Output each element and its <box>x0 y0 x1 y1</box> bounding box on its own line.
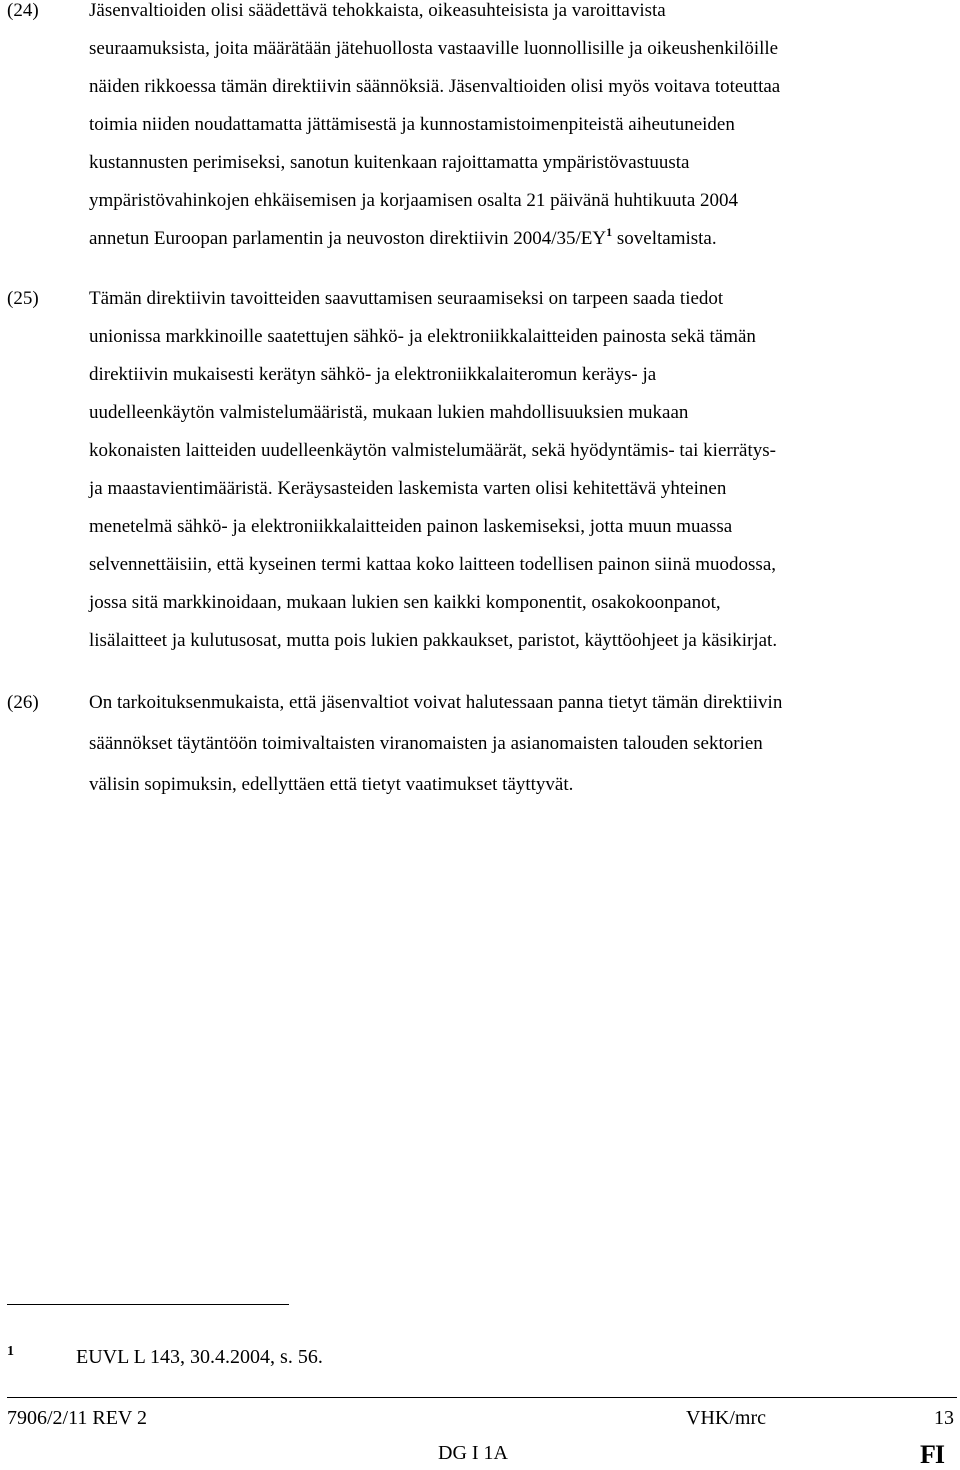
text-line: jossa sitä markkinoidaan, mukaan lukien sen kaikki komponentit, osakokoonpanot, <box>89 592 721 613</box>
paragraph-number: (25) <box>7 288 39 309</box>
text-line: toimia niiden noudattamatta jättämisestä ja kunnostamistoimenpiteistä aiheutuneiden <box>89 114 735 135</box>
footnote <box>7 1344 607 1374</box>
text-line: Tämän direktiivin tavoitteiden saavuttamisen seuraamiseksi on tarpeen saada tiedot <box>89 288 724 309</box>
paragraph-24 <box>0 0 960 258</box>
footer-author: VHK/mrc <box>686 1407 766 1429</box>
text-line: On tarkoituksenmukaista, että jäsenvaltiot voivat halutessaan panna tietyt tämän direktiivin <box>89 692 783 713</box>
footnote-separator <box>7 1304 289 1305</box>
footer-document-reference: 7906/2/11 REV 2 <box>7 1407 148 1429</box>
paragraph-number: (26) <box>7 692 39 713</box>
footer-language-code: FI <box>920 1440 944 1469</box>
text-line: selvennettäisiin, että kyseinen termi kattaa koko laitteen todellisen painon siinä muodossa, <box>89 554 776 575</box>
paragraph-text <box>89 0 949 258</box>
text-segment: soveltamista. <box>612 228 717 249</box>
text-line: ympäristövahinkojen ehkäisemisen ja korjaamisen osalta 21 päivänä huhtikuuta 2004 <box>89 190 739 211</box>
text-line: Jäsenvaltioiden olisi säädettävä tehokkaista, oikeasuhteisista ja varoittavista <box>89 0 666 21</box>
text-line: säännökset täytäntöön toimivaltaisten viranomaisten ja asianomaisten talouden sektorien <box>89 733 763 754</box>
footnote-text: EUVL L 143, 30.4.2004, s. 56. <box>76 1346 323 1368</box>
footer-directorate: DG I 1A <box>438 1442 508 1464</box>
text-line: ja maastavientimääristä. Keräysasteiden laskemista varten olisi kehitettävä yhteinen <box>89 478 727 499</box>
footer-separator <box>7 1397 957 1398</box>
footnote-reference[interactable]: 1 <box>606 225 613 239</box>
text-line: direktiivin mukaisesti kerätyn sähkö- ja elektroniikkalaiteromun keräys- ja <box>89 364 657 385</box>
paragraph-25 <box>0 280 960 660</box>
text-line: välisin sopimuksin, edellyttäen että tietyt vaatimukset täyttyvät. <box>89 774 574 795</box>
footer-page-number: 13 <box>934 1407 954 1429</box>
text-line: lisälaitteet ja kulutusosat, mutta pois lukien pakkaukset, paristot, käyttöohjeet ja käsikirjat. <box>89 630 778 651</box>
text-line: kokonaisten laitteiden uudelleenkäytön valmistelumäärät, sekä hyödyntämis- tai kierrätys- <box>89 440 776 461</box>
text-line <box>89 220 949 258</box>
text-segment: annetun Euroopan parlamentin ja neuvoston direktiivin 2004/35/EY <box>89 228 607 249</box>
paragraph-text <box>89 280 949 660</box>
text-line: uudelleenkäytön valmistelumääristä, mukaan lukien mahdollisuuksien mukaan <box>89 402 689 423</box>
text-line: näiden rikkoessa tämän direktiivin säännöksiä. Jäsenvaltioiden olisi myös voitava toteuttaa <box>89 76 781 97</box>
text-line: unionissa markkinoille saatettujen sähkö- ja elektroniikkalaitteiden painosta sekä tämän <box>89 326 756 347</box>
paragraph-number: (24) <box>7 0 39 21</box>
footnote-mark: 1 <box>7 1344 14 1359</box>
text-line: seuraamuksista, joita määrätään jätehuollosta vastaaville luonnollisille ja oikeushenkilöille <box>89 38 779 59</box>
text-line: menetelmä sähkö- ja elektroniikkalaitteiden painon laskemiseksi, jotta muun muassa <box>89 516 733 537</box>
paragraph-text <box>89 684 949 807</box>
text-line: kustannusten perimiseksi, sanotun kuitenkaan rajoittamatta ympäristövastuusta <box>89 152 690 173</box>
paragraph-26 <box>0 684 960 804</box>
